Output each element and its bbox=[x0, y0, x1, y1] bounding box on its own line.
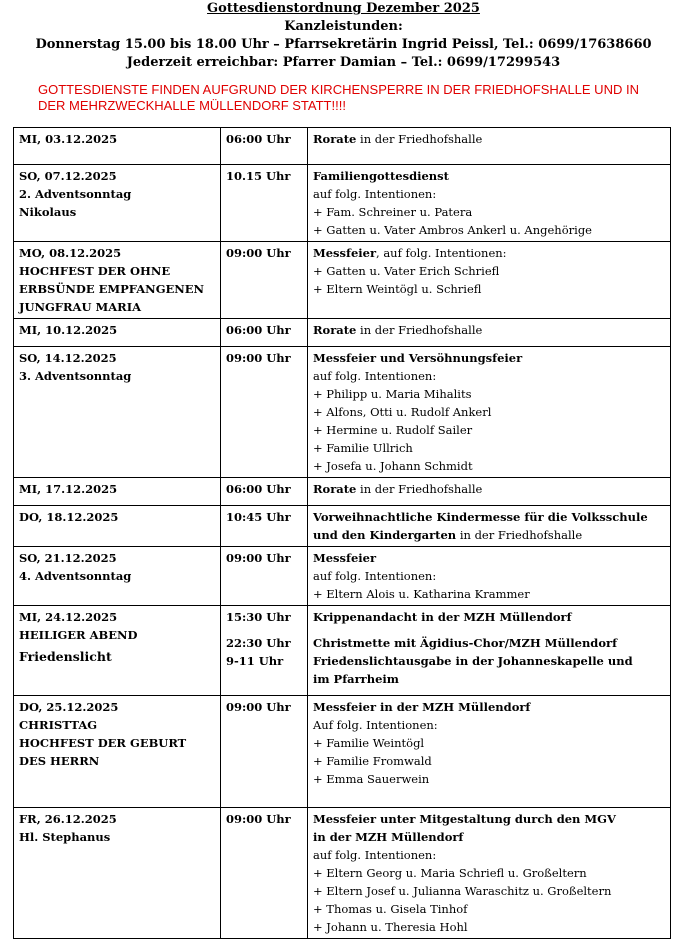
notice-line-1: GOTTESDIENSTE FINDEN AUFGRUND DER KIRCHENSPERRE IN DER FRIEDHOFSHALLE UND IN bbox=[38, 82, 639, 97]
service-title: Messfeier in der MZH Müllendorf bbox=[313, 700, 531, 714]
intention-line: + Philipp u. Maria Mihalits bbox=[313, 387, 472, 401]
service-cell bbox=[308, 165, 671, 242]
intention-line: auf folg. Intentionen: bbox=[313, 187, 437, 201]
table-row bbox=[14, 128, 671, 165]
date-cell bbox=[14, 319, 221, 347]
date-text: SO, 07.12.2025 bbox=[19, 169, 117, 183]
intention-line: + Eltern Alois u. Katharina Krammer bbox=[313, 587, 530, 601]
date-text: MI, 24.12.2025 bbox=[19, 610, 118, 624]
service-cell bbox=[308, 478, 671, 506]
day-name: 2. Adventsonntag bbox=[19, 187, 132, 201]
time-cell bbox=[221, 696, 308, 808]
table-row bbox=[14, 696, 671, 808]
date-text: DO, 25.12.2025 bbox=[19, 700, 119, 714]
time-cell bbox=[221, 319, 308, 347]
intention-line: + Hermine u. Rudolf Sailer bbox=[313, 423, 473, 437]
table-row bbox=[14, 606, 671, 696]
time-text: 9-11 Uhr bbox=[226, 654, 284, 668]
intention-line: + Eltern Weintögl u. Schriefl bbox=[313, 282, 482, 296]
date-text: MI, 10.12.2025 bbox=[19, 323, 118, 337]
service-location: in der Friedhofshalle bbox=[356, 323, 483, 337]
time-cell bbox=[221, 242, 308, 319]
time-cell bbox=[221, 547, 308, 606]
intention-line: + Gatten u. Vater Erich Schriefl bbox=[313, 264, 500, 278]
closure-notice bbox=[0, 82, 687, 114]
service-title: Rorate bbox=[313, 323, 357, 337]
table-row bbox=[14, 347, 671, 478]
service-cell bbox=[308, 347, 671, 478]
service-title: Rorate bbox=[313, 482, 357, 496]
table-row bbox=[14, 506, 671, 547]
time-text: 06:00 Uhr bbox=[226, 132, 291, 146]
time-text: 10:45 Uhr bbox=[226, 510, 291, 524]
time-cell bbox=[221, 808, 308, 939]
date-text: FR, 26.12.2025 bbox=[19, 812, 117, 826]
time-cell bbox=[221, 506, 308, 547]
time-text: 09:00 Uhr bbox=[226, 700, 291, 714]
service-title: Messfeier bbox=[313, 246, 377, 260]
day-name: HOCHFEST DER OHNE bbox=[19, 264, 171, 278]
time-text: 09:00 Uhr bbox=[226, 351, 291, 365]
time-text: 15:30 Uhr bbox=[226, 610, 291, 624]
intention-line: Auf folg. Intentionen: bbox=[313, 718, 438, 732]
service-cell bbox=[308, 128, 671, 165]
office-hours-heading: Kanzleistunden: bbox=[284, 19, 403, 34]
service-title: Krippenandacht in der MZH Müllendorf bbox=[313, 610, 572, 624]
date-cell bbox=[14, 165, 221, 242]
schedule-table bbox=[13, 127, 671, 939]
date-cell bbox=[14, 506, 221, 547]
service-cell bbox=[308, 696, 671, 808]
day-name: HEILIGER ABEND bbox=[19, 628, 138, 642]
date-cell bbox=[14, 808, 221, 939]
table-row bbox=[14, 165, 671, 242]
date-text: MI, 17.12.2025 bbox=[19, 482, 118, 496]
service-title: Rorate bbox=[313, 132, 357, 146]
service-title: Christmette mit Ägidius-Chor/MZH Müllendorf bbox=[313, 636, 618, 650]
date-text: MO, 08.12.2025 bbox=[19, 246, 122, 260]
service-cell bbox=[308, 547, 671, 606]
service-title: Friedenslichtausgabe in der Johanneskapelle und bbox=[313, 654, 633, 668]
date-cell bbox=[14, 606, 221, 696]
day-name: DES HERRN bbox=[19, 754, 100, 768]
service-title: Messfeier unter Mitgestaltung durch den MGV bbox=[313, 812, 616, 826]
day-name: Hl. Stephanus bbox=[19, 830, 111, 844]
service-title: Messfeier bbox=[313, 551, 377, 565]
table-row bbox=[14, 478, 671, 506]
service-location: in der Friedhofshalle bbox=[356, 482, 483, 496]
date-cell bbox=[14, 478, 221, 506]
intention-line: + Eltern Josef u. Julianna Waraschitz u. Großeltern bbox=[313, 884, 612, 898]
day-name: 4. Adventsonntag bbox=[19, 569, 132, 583]
time-cell bbox=[221, 606, 308, 696]
date-cell bbox=[14, 547, 221, 606]
service-title: Vorweihnachtliche Kindermesse für die Volksschule und den Kindergarten bbox=[313, 510, 648, 542]
day-name: Friedenslicht bbox=[19, 649, 112, 664]
service-cell bbox=[308, 242, 671, 319]
intention-line: auf folg. Intentionen: bbox=[313, 569, 437, 583]
intention-line: + Emma Sauerwein bbox=[313, 772, 430, 786]
day-name: CHRISTTAG bbox=[19, 718, 98, 732]
service-cell bbox=[308, 606, 671, 696]
date-cell bbox=[14, 128, 221, 165]
intention-line: + Gatten u. Vater Ambros Ankerl u. Angehörige bbox=[313, 223, 592, 237]
date-text: MI, 03.12.2025 bbox=[19, 132, 118, 146]
day-name: JUNGFRAU MARIA bbox=[19, 300, 141, 314]
day-name: ERBSÜNDE EMPFANGENEN bbox=[19, 282, 205, 296]
intention-line: + Fam. Schreiner u. Patera bbox=[313, 205, 473, 219]
document-title: Gottesdienstordnung Dezember 2025 bbox=[207, 1, 480, 16]
table-row bbox=[14, 808, 671, 939]
intention-line: + Thomas u. Gisela Tinhof bbox=[313, 902, 468, 916]
time-text: 09:00 Uhr bbox=[226, 551, 291, 565]
table-row bbox=[14, 319, 671, 347]
service-cell bbox=[308, 808, 671, 939]
date-text: DO, 18.12.2025 bbox=[19, 510, 119, 524]
service-title: Messfeier und Versöhnungsfeier bbox=[313, 351, 523, 365]
time-text: 06:00 Uhr bbox=[226, 323, 291, 337]
date-text: SO, 14.12.2025 bbox=[19, 351, 117, 365]
office-hours-line: Donnerstag 15.00 bis 18.00 Uhr – Pfarrsekretärin Ingrid Peissl, Tel.: 0699/17638660 bbox=[35, 37, 652, 52]
day-name: 3. Adventsonntag bbox=[19, 369, 132, 383]
service-title: Familiengottesdienst bbox=[313, 169, 449, 183]
notice-line-2: DER MEHRZWECKHALLE MÜLLENDORF STATT!!!! bbox=[38, 98, 346, 113]
date-cell bbox=[14, 347, 221, 478]
date-cell bbox=[14, 242, 221, 319]
time-text: 06:00 Uhr bbox=[226, 482, 291, 496]
intention-line: + Johann u. Theresia Hohl bbox=[313, 920, 468, 934]
document-header bbox=[0, 0, 687, 72]
service-location: in der Friedhofshalle bbox=[456, 528, 583, 542]
time-text: 09:00 Uhr bbox=[226, 812, 291, 826]
date-cell bbox=[14, 696, 221, 808]
pastor-contact-line: Jederzeit erreichbar: Pfarrer Damian – Tel.: 0699/17299543 bbox=[126, 55, 561, 70]
intention-line: + Familie Weintögl bbox=[313, 736, 425, 750]
intention-line: auf folg. Intentionen: bbox=[313, 848, 437, 862]
intention-line: , auf folg. Intentionen: bbox=[376, 246, 507, 260]
time-cell bbox=[221, 128, 308, 165]
day-name: HOCHFEST DER GEBURT bbox=[19, 736, 187, 750]
service-cell bbox=[308, 319, 671, 347]
time-text: 10.15 Uhr bbox=[226, 169, 291, 183]
time-cell bbox=[221, 478, 308, 506]
intention-line: + Familie Fromwald bbox=[313, 754, 432, 768]
time-cell bbox=[221, 347, 308, 478]
intention-line: + Josefa u. Johann Schmidt bbox=[313, 459, 473, 473]
date-text: SO, 21.12.2025 bbox=[19, 551, 117, 565]
service-location: in der Friedhofshalle bbox=[356, 132, 483, 146]
intention-line: + Eltern Georg u. Maria Schriefl u. Großeltern bbox=[313, 866, 587, 880]
service-title: im Pfarrheim bbox=[313, 672, 399, 686]
time-text: 09:00 Uhr bbox=[226, 246, 291, 260]
day-name: Nikolaus bbox=[19, 205, 77, 219]
service-location: in der MZH Müllendorf bbox=[313, 830, 464, 844]
table-row bbox=[14, 547, 671, 606]
intention-line: + Familie Ullrich bbox=[313, 441, 413, 455]
table-row bbox=[14, 242, 671, 319]
intention-line: + Alfons, Otti u. Rudolf Ankerl bbox=[313, 405, 492, 419]
time-cell bbox=[221, 165, 308, 242]
intention-line: auf folg. Intentionen: bbox=[313, 369, 437, 383]
service-cell bbox=[308, 506, 671, 547]
time-text: 22:30 Uhr bbox=[226, 636, 291, 650]
